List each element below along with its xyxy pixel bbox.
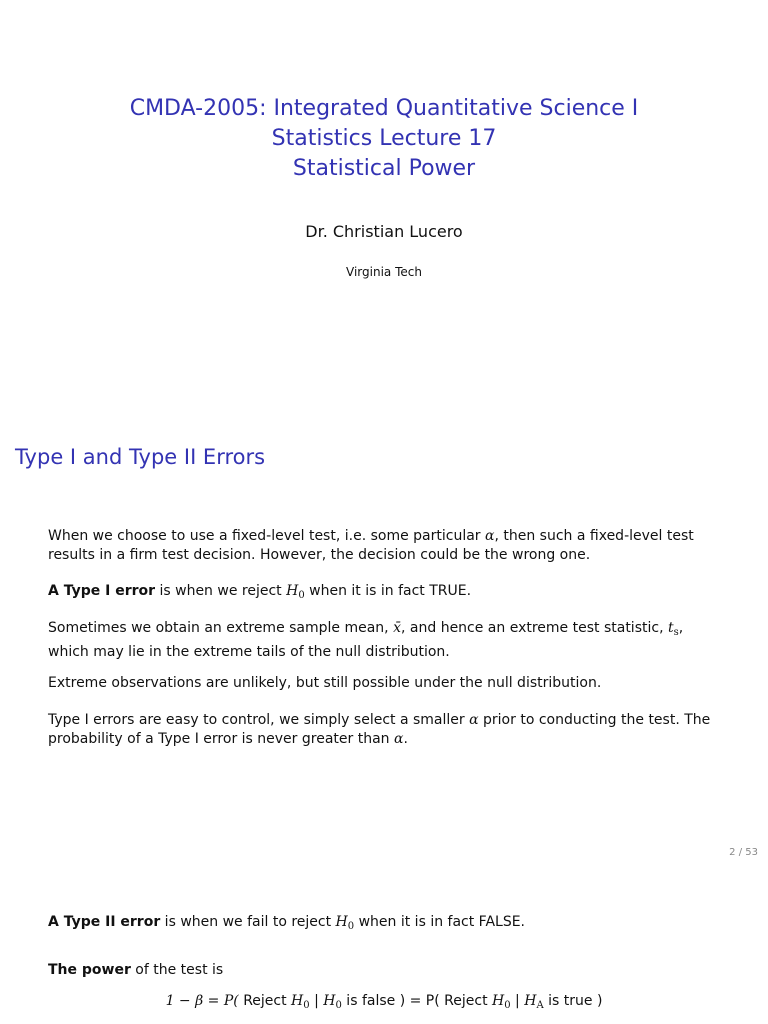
h0-symbol: $H_0$ (335, 914, 355, 932)
text: When we choose to use a fixed-level test, i.e. some particular (48, 528, 486, 544)
slide-heading: Type I and Type II Errors (15, 445, 266, 469)
course-title: CMDA-2005: Integrated Quantitative Science I (129, 96, 639, 121)
text: | (309, 993, 324, 1009)
text: is when we fail to reject (160, 914, 336, 930)
paragraph-type1-definition (48, 582, 728, 606)
formula-lhs: 1 − β = P( (165, 993, 244, 1009)
text: | (510, 993, 525, 1009)
alpha-symbol: α (469, 712, 479, 728)
paragraph-type2-definition (48, 913, 728, 937)
text: , then such a fixed-level test results in a firm test decision. However, the decision could be the wrong one. (48, 528, 694, 563)
ha-symbol: $H_A$ (524, 993, 544, 1011)
text: . (403, 730, 408, 747)
text: when it is in fact TRUE. (304, 583, 472, 599)
text: is true ) (543, 993, 603, 1009)
text: Reject (243, 993, 292, 1009)
lecture-topic: Statistical Power (292, 156, 476, 181)
text: Type I errors are easy to control, we simply select a smaller (48, 712, 470, 728)
text: , and hence an extreme test statistic, (401, 620, 668, 636)
h0-symbol: $H_0$ (323, 993, 342, 1011)
text: prior to conducting the test. The probability of a Type I error is never greater than (48, 712, 711, 747)
text: is when we reject (155, 583, 287, 599)
term-power: The power (48, 962, 131, 978)
text: , which may lie in the extreme tails of the null distribution. (48, 620, 684, 660)
paragraph-control (48, 711, 728, 748)
term-type1: A Type I error (48, 583, 156, 599)
author: Dr. Christian Lucero (305, 222, 463, 241)
paragraph-extreme-mean (48, 619, 728, 661)
paragraph-power (48, 961, 728, 980)
text: of the test is (130, 962, 224, 978)
paragraph-extreme-observations: Extreme observations are unlikely, but still possible under the null distribution. (48, 675, 602, 691)
h0-symbol: $H_0$ (492, 993, 511, 1011)
alpha-symbol: α (485, 528, 495, 544)
paragraph-fixed-level (48, 527, 728, 564)
lecture-number: Statistics Lecture 17 (271, 126, 497, 151)
xbar-symbol: x̄ (393, 620, 401, 636)
text: when it is in fact FALSE. (354, 914, 525, 930)
alpha-symbol: α (393, 730, 404, 747)
h0-symbol: $H_0$ (291, 993, 310, 1011)
text: is false ) = P( (341, 993, 445, 1009)
page-number: 2 / 53 (729, 847, 758, 858)
ts-symbol: $t_s$ (667, 620, 679, 638)
power-formula (0, 993, 768, 1011)
term-type2: A Type II error (48, 914, 161, 930)
h0-symbol: $H_0$ (286, 583, 305, 601)
title-block (0, 94, 768, 184)
text: Sometimes we obtain an extreme sample mean, (48, 620, 394, 636)
institution: Virginia Tech (346, 265, 422, 279)
text: Reject (444, 993, 493, 1009)
